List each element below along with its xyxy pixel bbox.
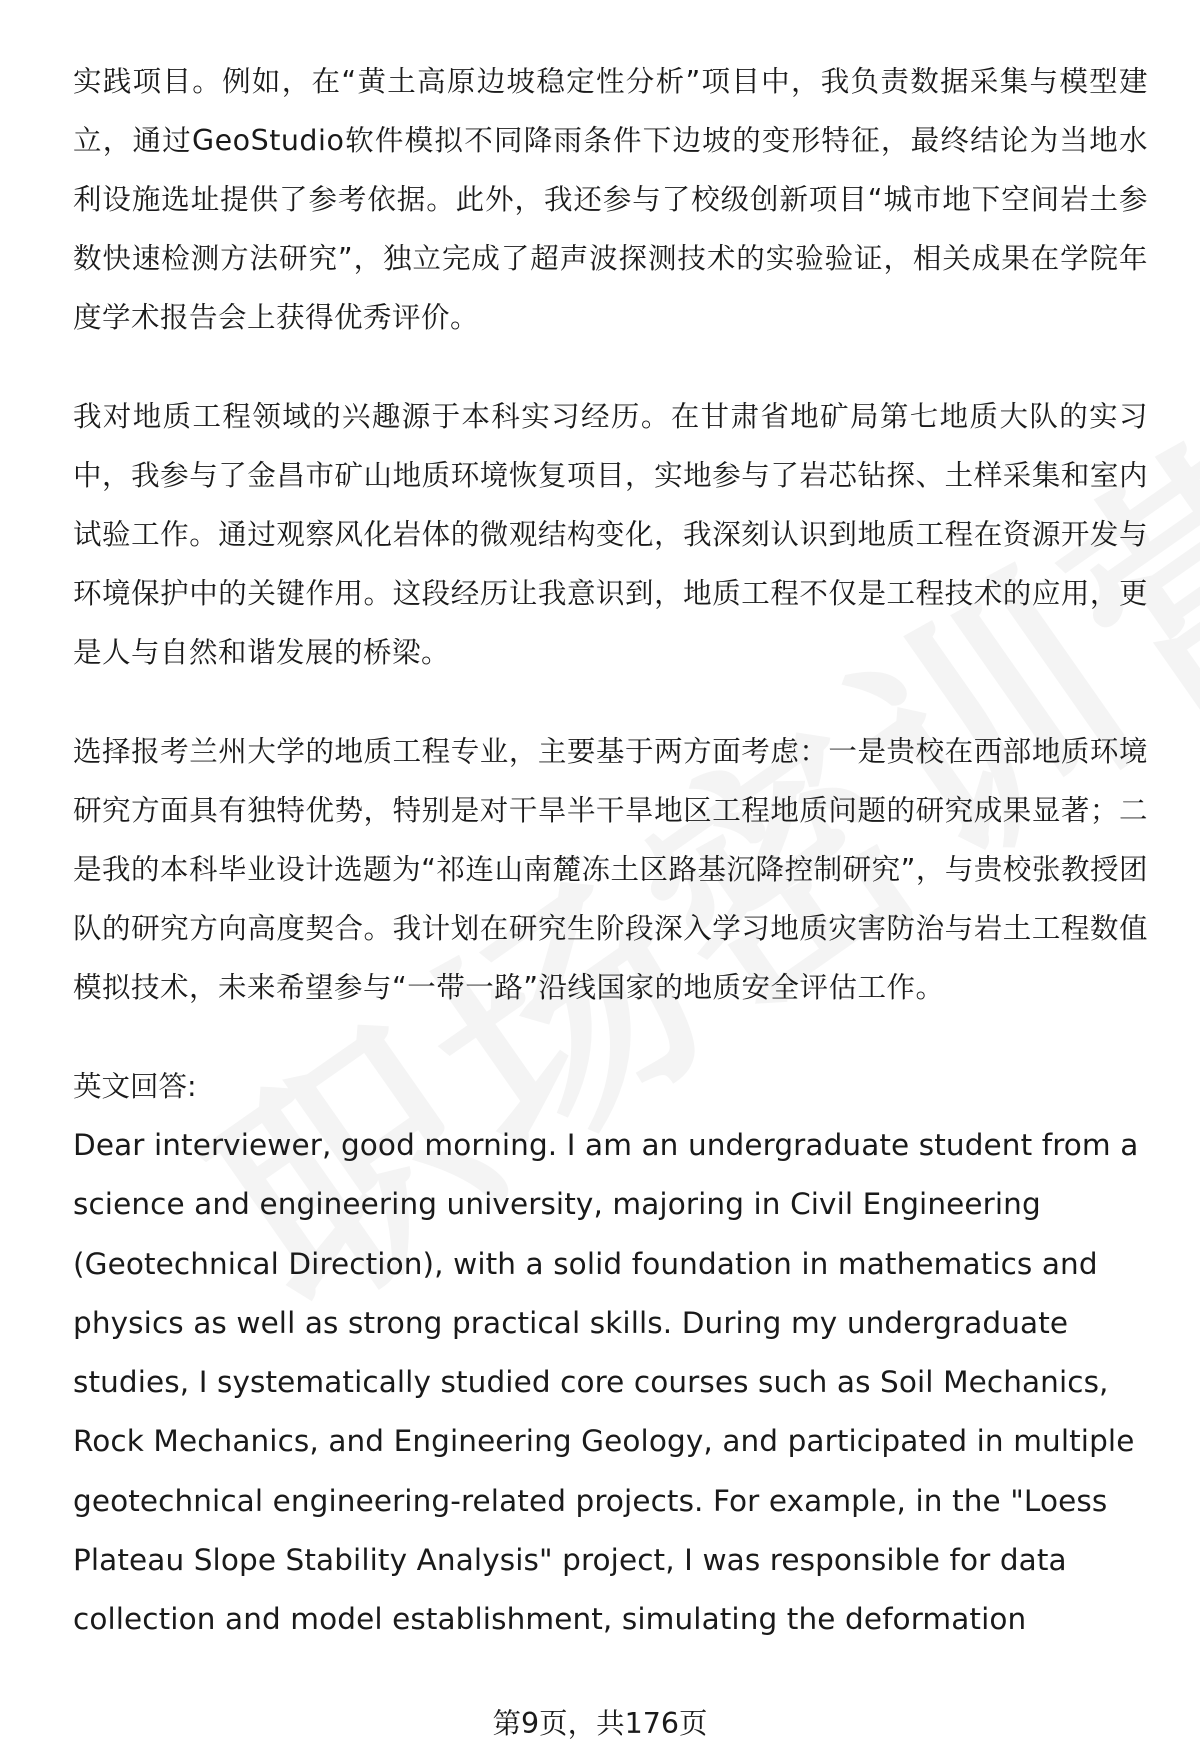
paragraph-motivation: 选择报考兰州大学的地质工程专业，主要基于两方面考虑：一是贵校在西部地质环境研究方面具有独特优势，特别是对干旱半干旱地区工程地质问题的研究成果显著；二是我的本科毕业设计选题为“祁连山南麓冻土区路基沉降控制研究”，与贵校张教授团队的研究方向高度契合。我计划在研究生阶段深入学习地质灾害防治与岩土工程数值模拟技术，未来希望参与“一带一路”沿线国家的地质安全评估工作。 xyxy=(73,735,1148,1004)
english-answer-text: Dear interviewer, good morning. I am an undergraduate student from a science and engineering university, majoring in Civil Engineering (Geotechnical Direction), with a solid foundation in mathematics and physics as well as strong practical skills. During my undergraduate studies, I systematically studied core courses such as Soil Mechanics, Rock Mechanics, and Engineering Geology, and participated in multiple geotechnical engineering-related projects. For example, in the "Loess Plateau Slope Stability Analysis" project, I was responsible for data collection and model establishment, simulating the deformation xyxy=(73,1128,1139,1637)
page-number-footer: 第9页，共176页 xyxy=(492,1707,708,1740)
page-content xyxy=(73,52,1148,1650)
paragraph-projects: 实践项目。例如，在“黄土高原边坡稳定性分析”项目中，我负责数据采集与模型建立，通过GeoStudio软件模拟不同降雨条件下边坡的变形特征，最终结论为当地水利设施选址提供了参考依据。此外，我还参与了校级创新项目“城市地下空间岩土参数快速检测方法研究”，独立完成了超声波探测技术的实验验证，相关成果在学院年度学术报告会上获得优秀评价。 xyxy=(73,65,1148,334)
paragraph-internship: 我对地质工程领域的兴趣源于本科实习经历。在甘肃省地矿局第七地质大队的实习中，我参与了金昌市矿山地质环境恢复项目，实地参与了岩芯钻探、土样采集和室内试验工作。通过观察风化岩体的微观结构变化，我深刻认识到地质工程在资源开发与环境保护中的关键作用。这段经历让我意识到，地质工程不仅是工程技术的应用，更是人与自然和谐发展的桥梁。 xyxy=(73,400,1148,669)
english-answer-label: 英文回答: xyxy=(73,1070,197,1103)
